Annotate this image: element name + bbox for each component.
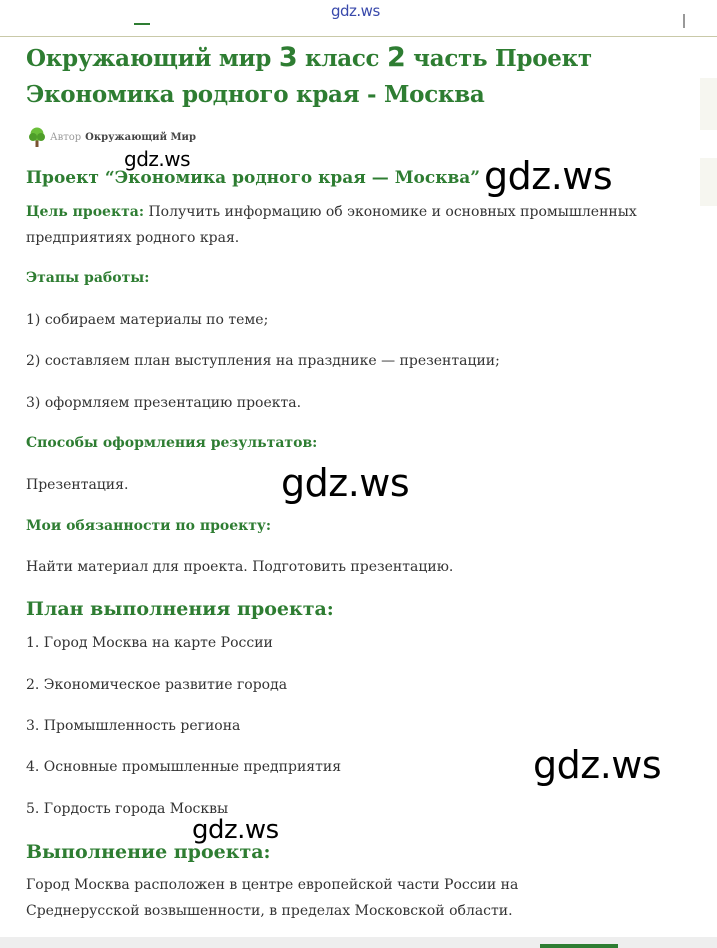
list-item: 5. Гордость города Москвы — [26, 801, 229, 817]
execution-text: Город Москва расположен в центре европейской части России на Среднерусской возвышенности, в пределах Московской области. — [26, 877, 519, 919]
author-label: Автор — [50, 131, 82, 143]
project-goal — [26, 199, 646, 251]
duties-heading: Мои обязанности по проекту: — [26, 518, 272, 534]
tree-icon — [26, 126, 48, 148]
results-heading: Способы оформления результатов: — [26, 435, 318, 451]
watermark: gdz.ws — [281, 461, 410, 505]
watermark: gdz.ws — [533, 743, 662, 787]
sidebar-edge — [700, 158, 717, 206]
watermark: gdz.ws — [192, 815, 279, 845]
site-logo[interactable]: gdz.ws — [331, 2, 380, 20]
results-text: Презентация. — [26, 477, 129, 493]
bottom-action-button[interactable] — [540, 944, 618, 948]
list-item: 1. Город Москва на карте России — [26, 635, 273, 651]
sidebar-edge — [700, 78, 717, 130]
list-item: 2) составляем план выступления на празднике — презентации; — [26, 353, 500, 369]
author-info — [26, 126, 196, 148]
stages-heading: Этапы работы: — [26, 270, 150, 286]
header-divider — [683, 14, 685, 28]
watermark: gdz.ws — [124, 147, 191, 171]
article-title: Окружающий мир 3 класс 2 часть Проект Экономика родного края - Москва — [26, 42, 592, 108]
project-heading: Проект “Экономика родного края — Москва” — [26, 168, 481, 188]
execution-heading: Выполнение проекта: — [26, 841, 271, 863]
list-item: 1) собираем материалы по теме; — [26, 312, 269, 328]
watermark: gdz.ws — [484, 154, 613, 198]
duties-text: Найти материал для проекта. Подготовить презентацию. — [26, 559, 454, 575]
goal-label: Цель проекта: — [26, 204, 144, 220]
site-header — [0, 0, 717, 37]
goal-text: Получить информацию об экономике и основных промышленных предприятиях родного края. — [26, 204, 637, 246]
list-item: 2. Экономическое развитие города — [26, 677, 288, 693]
list-item: 3. Промышленность региона — [26, 718, 241, 734]
author-name[interactable]: Окружающий Мир — [85, 131, 196, 143]
list-item: 4. Основные промышленные предприятия — [26, 759, 342, 775]
plan-heading: План выполнения проекта: — [26, 598, 334, 620]
menu-indicator[interactable] — [134, 23, 150, 25]
list-item: 3) оформляем презентацию проекта. — [26, 395, 302, 411]
